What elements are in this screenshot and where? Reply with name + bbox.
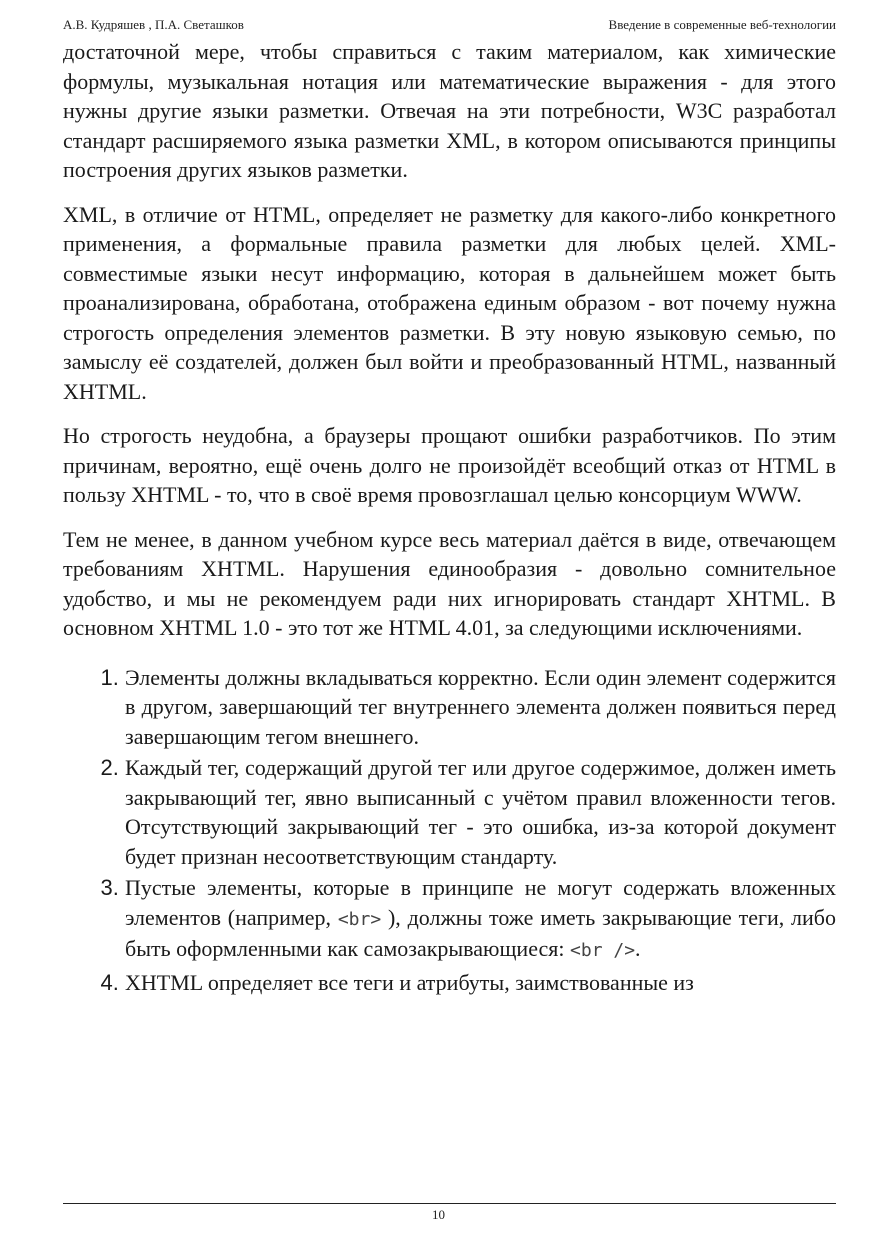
paragraph-1: достаточной мере, чтобы справиться с таким материалом, как химические формулы, музыкальная нотация или математические выражения - для этого нужны другие языки разметки. Отвечая на эти потребности, W3C разработал стандарт расширяемого языка разметки XML, в котором описываются принципы построения других языков разметки.	[63, 39, 836, 182]
xhtml-rules-list	[63, 663, 836, 998]
paragraph-3: Но строгость неудобна, а браузеры прощают ошибки разработчиков. По этим причинам, вероятно, ещё очень долго не произойдёт всеобщий отказ от HTML в пользу XHTML - то, что в своё время провозглашал целью консорциум WWW.	[63, 423, 836, 507]
code-br: <br>	[337, 908, 382, 930]
list-item: 2. Каждый тег, содержащий другой тег или другое содержимое, должен иметь закрывающий тег, явно выписанный с учётом правил вложенности тегов. Отсутствующий закрывающий тег - это ошибка, из-за которой документ будет признан несоответствующим стандарту.	[125, 753, 836, 871]
paragraph-2: XML, в отличие от HTML, определяет не разметку для какого-либо конкретного применения, а формальные правила разметки для любых целей. XML-совместимые языки несут информацию, которая в дальнейшем может быть проанализирована, обработана, отображена единым образом - вот почему нужна строгость определения элементов разметки. В эту новую языковую семью, по замыслу её создателей, должен был войти и преобразованный HTML, названный XHTML.	[63, 201, 836, 404]
list-item: 1. Элементы должны вкладываться корректно. Если один элемент содержится в другом, завершающий тег внутреннего элемента должен появиться перед завершающим тегом внешнего.	[125, 663, 836, 752]
header-book-title: Введение в современные веб-технологии	[608, 17, 836, 32]
list-item-text: Пустые элементы, которые в принципе не могут содержать вложенных элементов (например,	[125, 875, 836, 930]
paragraph-4: Тем не менее, в данном учебном курсе весь материал даётся в виде, отвечающем требованиям XHTML. Нарушения единообразия - довольно сомнительное удобство, и мы не рекомендуем ради них игнорировать стандарт XHTML. В основном XHTML 1.0 - это тот же HTML 4.01, за следующими исключениями.	[63, 526, 836, 640]
footer-divider	[63, 1203, 836, 1204]
page-header	[63, 16, 836, 34]
list-item	[125, 873, 836, 966]
list-item-text: ), должны тоже иметь закрывающие теги, либо быть оформленными как самозакрывающиеся:	[125, 904, 836, 961]
list-item-text: .	[635, 936, 641, 961]
list-item: 4. XHTML определяет все теги и атрибуты, заимствованные из	[125, 968, 836, 998]
code-br-self-closing: <br />	[570, 940, 636, 961]
header-authors: А.В. Кудряшев , П.А. Светашков	[63, 17, 244, 32]
page-body	[63, 37, 836, 999]
page-number: 10	[432, 1207, 445, 1222]
